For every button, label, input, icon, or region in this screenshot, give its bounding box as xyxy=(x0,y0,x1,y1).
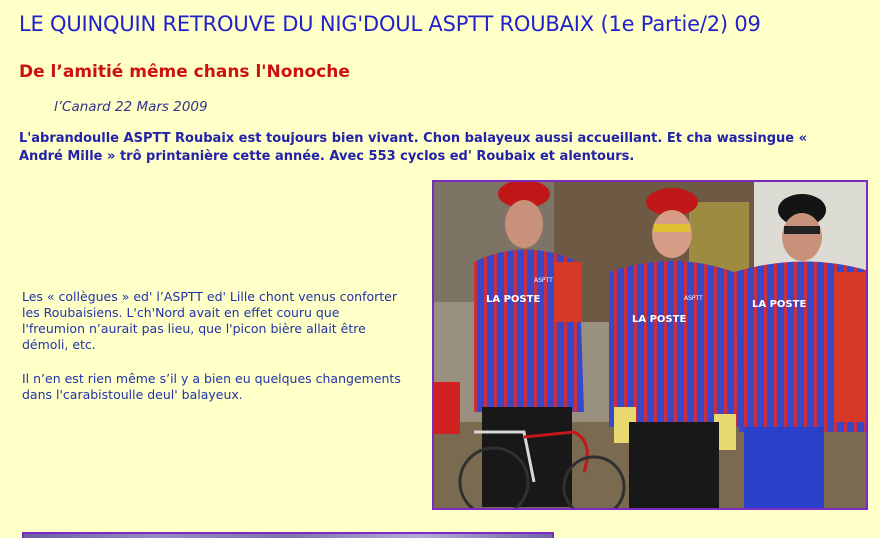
sleeve-right xyxy=(834,272,866,422)
page-title: LE QUINQUIN RETROUVE DU NIG'DOUL ASPTT ROUBAIX (1e Partie/2) 09 xyxy=(19,12,761,36)
badge-middle: ASPTT xyxy=(684,295,703,302)
shorts-middle xyxy=(629,422,719,508)
tights-right xyxy=(744,427,824,508)
jersey-text-left: LA POSTE xyxy=(486,294,541,305)
jersey-text-middle: LA POSTE xyxy=(632,314,687,325)
glove-left xyxy=(434,382,460,434)
second-photo xyxy=(22,532,554,538)
shoulder-left xyxy=(554,262,582,322)
jersey-middle xyxy=(609,261,739,427)
glasses-middle xyxy=(654,224,690,232)
face-middle xyxy=(652,210,692,258)
badge-left: ASPTT xyxy=(534,277,553,284)
jersey-text-right: LA POSTE xyxy=(752,299,807,310)
cyclists-illustration xyxy=(434,182,866,508)
face-left xyxy=(505,200,543,248)
article-paragraph-2: Il n’en est rien même s’il y a bien eu quelques changements dans l'carabistoulle deul' balayeux. xyxy=(22,371,401,402)
article-dateline: l’Canard 22 Mars 2009 xyxy=(54,99,208,115)
sunglasses-right xyxy=(784,226,820,234)
article-intro: L'abrandoulle ASPTT Roubaix est toujours bien vivant. Chon balayeux aussi accueillant. Et cha wassingue « André Mille » trô printanière cette année. Avec 553 cyclos ed' Roubaix et alentours. xyxy=(19,131,807,164)
cyclists-photo xyxy=(432,180,868,510)
article-paragraph-1: Les « collègues » ed' l’ASPTT ed' Lille chont venus conforter les Roubaisiens. L'ch'Nord avait en effet couru que l'freumion n’aurait pas lieu, que l'picon bière allait être démoli, etc. xyxy=(22,289,397,352)
article-subtitle: De l’amitié même chans l'Nonoche xyxy=(19,62,350,82)
face-right xyxy=(782,213,822,261)
